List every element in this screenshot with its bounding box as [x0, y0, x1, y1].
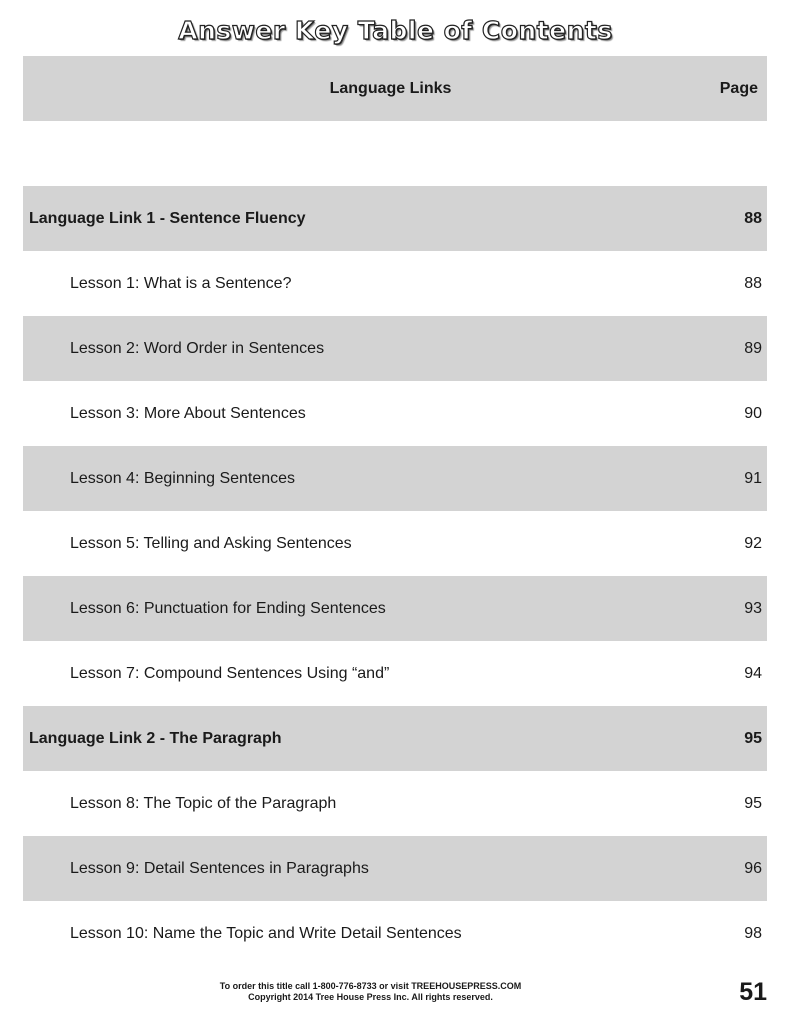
toc-lesson-row [23, 836, 767, 901]
footer-copyright-line: Copyright 2014 Tree House Press Inc. All rights reserved. [248, 992, 493, 1002]
toc-entry-page: 89 [744, 339, 762, 357]
toc-entry-label: Lesson 4: Beginning Sentences [70, 469, 296, 487]
toc-lesson-row [23, 641, 767, 706]
toc-entry-page: 92 [744, 534, 762, 552]
toc-entry-label: Lesson 9: Detail Sentences in Paragraphs [70, 859, 369, 877]
toc-entry-page: 95 [744, 794, 762, 812]
toc-entry-label: Language Link 2 - The Paragraph [29, 729, 282, 747]
page-title: Answer Key Table of Contents [178, 16, 613, 45]
footer-order-line: To order this title call 1-800-776-8733 or visit TREEHOUSEPRESS.COM [219, 981, 522, 991]
column-header-page: Page [719, 79, 758, 97]
toc-lesson-row [23, 576, 767, 641]
toc-entry-page: 91 [744, 469, 762, 487]
toc-entry-page: 95 [744, 729, 762, 747]
toc-entry-page: 90 [744, 404, 762, 422]
toc-entry-label: Lesson 8: The Topic of the Paragraph [70, 794, 337, 812]
toc-lesson-row [23, 901, 767, 966]
toc-lesson-row [23, 381, 767, 446]
toc-lesson-row [23, 316, 767, 381]
toc-entry-label: Lesson 7: Compound Sentences Using “and” [70, 664, 390, 682]
column-header-language-links: Language Links [329, 79, 452, 97]
toc-entry-page: 88 [744, 274, 762, 292]
toc-entry-label: Lesson 10: Name the Topic and Write Detail Sentences [70, 924, 462, 942]
toc-entry-page: 93 [744, 599, 762, 617]
toc-lesson-row [23, 446, 767, 511]
toc-lesson-row [23, 771, 767, 836]
toc-entry-label: Lesson 2: Word Order in Sentences [70, 339, 325, 357]
toc-entry-label: Lesson 5: Telling and Asking Sentences [70, 534, 352, 552]
toc-table [23, 56, 767, 966]
toc-lesson-row [23, 251, 767, 316]
toc-section-row [23, 186, 767, 251]
footer-copyright [0, 981, 741, 1003]
table-header [23, 56, 767, 121]
spacer-row [23, 121, 767, 186]
page-number: 51 [739, 978, 767, 1006]
toc-entry-page: 96 [744, 859, 762, 877]
toc-entry-page: 94 [744, 664, 762, 682]
toc-section-row [23, 706, 767, 771]
toc-entry-label: Lesson 6: Punctuation for Ending Sentences [70, 599, 386, 617]
toc-entry-label: Lesson 3: More About Sentences [70, 404, 306, 422]
toc-entry-label: Language Link 1 - Sentence Fluency [29, 209, 306, 227]
toc-lesson-row [23, 511, 767, 576]
toc-entry-label: Lesson 1: What is a Sentence? [70, 274, 292, 292]
toc-entry-page: 98 [744, 924, 762, 942]
toc-entry-page: 88 [744, 209, 762, 227]
